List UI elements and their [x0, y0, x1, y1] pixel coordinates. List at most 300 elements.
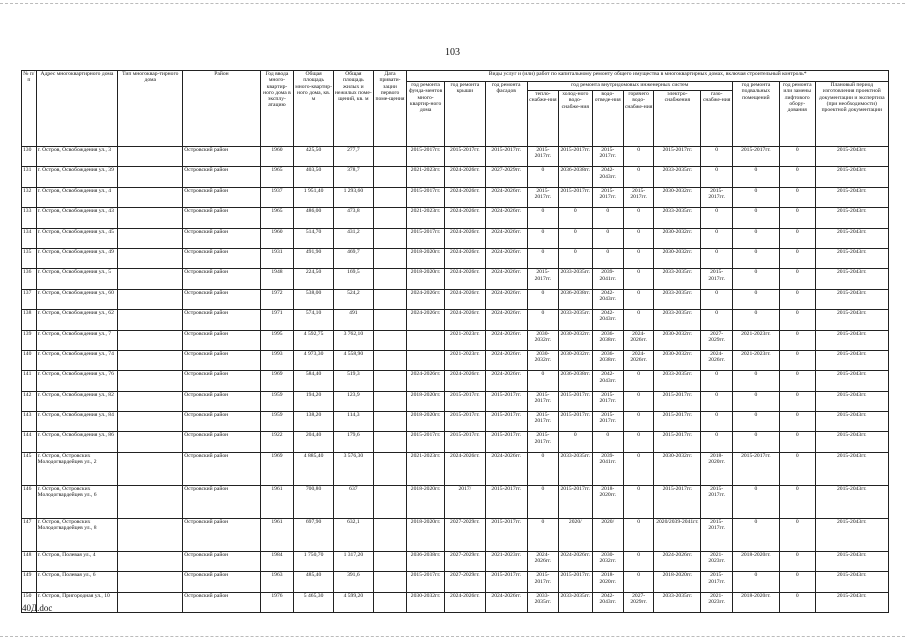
heat-cell: 2030-2032гг. [527, 330, 558, 350]
electric-cell: 2020/2039-2041гг. [654, 518, 701, 551]
basement-cell: 0 [732, 248, 779, 268]
district-cell: Островский район [183, 147, 260, 167]
total-area-cell: 1 750,70 [294, 551, 334, 571]
sewer-cell: 2036-2038гг. [592, 330, 623, 350]
row-number: 145 [22, 452, 37, 485]
facade-cell: 2015-2017гг. [485, 391, 527, 411]
row-number: 136 [22, 269, 37, 289]
row-number: 131 [22, 167, 37, 187]
facade-cell: 2024-2026гг. [485, 187, 527, 207]
basement-cell: 2015-2017гг. [732, 452, 779, 485]
foundation-cell: 2024-2026гг. [407, 289, 445, 309]
gas-cell: 0 [701, 167, 732, 187]
header-elevator: год ремонта или замены лифтового обору-дования [779, 82, 815, 147]
basement-cell: 0 [732, 310, 779, 330]
table-body [22, 147, 889, 613]
basement-cell: 0 [732, 485, 779, 518]
header-electric: электро-снабжения [654, 91, 701, 147]
row-number: 130 [22, 147, 37, 167]
roof-cell: 2024-2026гг. [444, 310, 485, 330]
hot-water-cell: 0 [623, 371, 653, 391]
basement-cell: 2021-2023гг. [732, 330, 779, 350]
header-living-area: Общая площадь жилых и нежилых поме-щений, кв. м [333, 71, 373, 147]
address-cell: г. Остров, Освобождения ул., 74 [36, 350, 118, 370]
living-area-cell: 469,7 [333, 248, 373, 268]
total-area-cell: 1 951,40 [294, 187, 334, 207]
total-area-cell: 5 465,30 [294, 592, 334, 612]
basement-cell: 0 [732, 269, 779, 289]
hot-water-cell: 0 [623, 412, 653, 432]
facade-cell: 2024-2026гг. [485, 371, 527, 391]
hot-water-cell: 2027-2029гг. [623, 592, 653, 612]
gas-cell: 2024-2026гг. [701, 350, 732, 370]
privatization-cell [373, 330, 407, 350]
planned-period-cell: 2015-2043гг. [815, 518, 888, 551]
roof-cell: 2024-2026гг. [444, 248, 485, 268]
privatization-cell [373, 228, 407, 248]
district-cell: Островский район [183, 167, 260, 187]
roof-cell: 2024-2026гг. [444, 167, 485, 187]
year-cell: 1931 [260, 248, 294, 268]
sewer-cell: 2042-2043гг. [592, 310, 623, 330]
year-cell: 1971 [260, 310, 294, 330]
district-cell: Островский район [183, 187, 260, 207]
sewer-cell: 2042-2043гг. [592, 289, 623, 309]
basement-cell: 0 [732, 518, 779, 551]
sewer-cell: 0 [592, 432, 623, 452]
address-cell: г. Остров, Освобождения ул., 86 [36, 432, 118, 452]
living-area-cell: 637 [333, 485, 373, 518]
table-row [22, 330, 889, 350]
table-row [22, 269, 889, 289]
gas-cell: 2015-2017гг. [701, 187, 732, 207]
year-cell: 1969 [260, 371, 294, 391]
table-row [22, 187, 889, 207]
foundation-cell: 2021-2023гг. [407, 452, 445, 485]
year-cell: 1965 [260, 208, 294, 228]
table-row [22, 572, 889, 592]
sewer-cell: 2018-2020гг. [592, 485, 623, 518]
scan-edge-top [0, 3, 905, 5]
roof-cell: 2024-2026гг. [444, 208, 485, 228]
elevator-cell: 0 [779, 187, 815, 207]
row-number: 147 [22, 518, 37, 551]
type-cell [118, 485, 183, 518]
heat-cell: 0 [527, 228, 558, 248]
header-year: Год ввода много-квартир-ного дома в эксплу-атацию [260, 71, 294, 147]
header-cold-water: холод-ного водо-снабже-ния [559, 91, 593, 147]
facade-cell: 2024-2026гг. [485, 310, 527, 330]
table-row [22, 248, 889, 268]
district-cell: Островский район [183, 452, 260, 485]
roof-cell: 2021-2023гг. [444, 350, 485, 370]
electric-cell: 2030-2032гг. [654, 350, 701, 370]
foundation-cell: 2015-2017гг. [407, 147, 445, 167]
hot-water-cell: 0 [623, 551, 653, 571]
living-area-cell: 114,3 [333, 412, 373, 432]
planned-period-cell: 2015-2043гг. [815, 248, 888, 268]
hot-water-cell: 0 [623, 432, 653, 452]
header-heat: тепло-снабже-ния [527, 91, 558, 147]
district-cell: Островский район [183, 371, 260, 391]
sewer-cell: 2036-2038гг. [592, 350, 623, 370]
total-area-cell: 425,50 [294, 147, 334, 167]
planned-period-cell: 2015-2043гг. [815, 187, 888, 207]
elevator-cell: 0 [779, 485, 815, 518]
cold-water-cell: 2024-2026гг. [559, 551, 593, 571]
table-row [22, 452, 889, 485]
basement-cell: 2018-2020гг. [732, 551, 779, 571]
capital-repair-table [21, 70, 889, 613]
foundation-cell: 2024-2026гг. [407, 310, 445, 330]
row-number: 140 [22, 350, 37, 370]
cold-water-cell: 2033-2035гг. [559, 310, 593, 330]
header-facade: год ремонта фасадов [485, 82, 527, 147]
basement-cell: 0 [732, 228, 779, 248]
roof-cell: 2027-2029гг. [444, 551, 485, 571]
table-row [22, 432, 889, 452]
type-cell [118, 518, 183, 551]
living-area-cell: 632,1 [333, 518, 373, 551]
privatization-cell [373, 485, 407, 518]
table-row [22, 391, 889, 411]
address-cell: г. Остров, Освобождения ул., 3 [36, 147, 118, 167]
basement-cell: 0 [732, 371, 779, 391]
elevator-cell: 0 [779, 269, 815, 289]
table-row [22, 412, 889, 432]
elevator-cell: 0 [779, 208, 815, 228]
year-cell: 1961 [260, 485, 294, 518]
planned-period-cell: 2015-2043гг. [815, 289, 888, 309]
living-area-cell: 1 293,60 [333, 187, 373, 207]
privatization-cell [373, 432, 407, 452]
foundation-cell: 2015-2017гг. [407, 432, 445, 452]
district-cell: Островский район [183, 551, 260, 571]
electric-cell: 2033-2035гг. [654, 167, 701, 187]
row-number: 137 [22, 289, 37, 309]
header-engineering-group: год ремонта внутридомовых инженерных систем [527, 82, 732, 91]
living-area-cell: 123,9 [333, 391, 373, 411]
electric-cell: 2024-2026гг. [654, 551, 701, 571]
privatization-cell [373, 167, 407, 187]
header-hot-water: горячего водо-снабже-ния [623, 91, 653, 147]
hot-water-cell: 2024-2026гг. [623, 350, 653, 370]
type-cell [118, 572, 183, 592]
table-row [22, 592, 889, 612]
row-number: 133 [22, 208, 37, 228]
sewer-cell: 2020/ [592, 518, 623, 551]
heat-cell: 0 [527, 289, 558, 309]
row-number: 134 [22, 228, 37, 248]
facade-cell: 2021-2023гг. [485, 551, 527, 571]
district-cell: Островский район [183, 269, 260, 289]
living-area-cell: 3 576,30 [333, 452, 373, 485]
hot-water-cell: 0 [623, 452, 653, 485]
hot-water-cell: 0 [623, 485, 653, 518]
address-cell: г. Остров, Полевая ул., 6 [36, 572, 118, 592]
sewer-cell: 2015-2017гг. [592, 147, 623, 167]
total-area-cell: 204,40 [294, 432, 334, 452]
privatization-cell [373, 310, 407, 330]
row-number: 132 [22, 187, 37, 207]
year-cell: 1976 [260, 592, 294, 612]
foundation-cell: 2018-2020гг. [407, 269, 445, 289]
roof-cell: 2024-2026гг. [444, 452, 485, 485]
gas-cell: 2015-2017гг. [701, 485, 732, 518]
heat-cell: 2015-2017гг. [527, 147, 558, 167]
table-row [22, 208, 889, 228]
heat-cell: 2033-2035гг. [527, 592, 558, 612]
facade-cell: 2024-2026гг. [485, 592, 527, 612]
row-number: 141 [22, 371, 37, 391]
hot-water-cell: 0 [623, 518, 653, 551]
table-row [22, 147, 889, 167]
roof-cell: 2024-2026гг. [444, 592, 485, 612]
sewer-cell: 2015-2017гг. [592, 412, 623, 432]
planned-period-cell: 2015-2043гг. [815, 412, 888, 432]
cold-water-cell: 2015-2017гг. [559, 147, 593, 167]
gas-cell: 0 [701, 248, 732, 268]
sewer-cell: 2030-2032гг. [592, 551, 623, 571]
roof-cell: 2015-2017гг. [444, 391, 485, 411]
sewer-cell: 2042-2043гг. [592, 592, 623, 612]
year-cell: 1972 [260, 289, 294, 309]
roof-cell: 2015-2017гг. [444, 147, 485, 167]
heat-cell: 2015-2017гг. [527, 572, 558, 592]
gas-cell: 2015-2017гг. [701, 518, 732, 551]
facade-cell: 2015-2017гг. [485, 412, 527, 432]
year-cell: 1963 [260, 572, 294, 592]
cold-water-cell: 2015-2017гг. [559, 485, 593, 518]
hot-water-cell: 0 [623, 572, 653, 592]
planned-period-cell: 2015-2043гг. [815, 572, 888, 592]
total-area-cell: 403,50 [294, 167, 334, 187]
basement-cell: 2018-2020гг. [732, 592, 779, 612]
year-cell: 1993 [260, 350, 294, 370]
page-number: 103 [445, 47, 460, 58]
elevator-cell: 0 [779, 551, 815, 571]
living-area-cell: 378,7 [333, 167, 373, 187]
foundation-cell [407, 330, 445, 350]
scan-edge-bottom [0, 636, 905, 638]
table-row [22, 289, 889, 309]
facade-cell: 2015-2017гг. [485, 147, 527, 167]
hot-water-cell: 0 [623, 147, 653, 167]
address-cell: г. Остров, Пригородная ул., 10 [36, 592, 118, 612]
privatization-cell [373, 289, 407, 309]
electric-cell: 2030-2032гг. [654, 248, 701, 268]
cold-water-cell: 2015-2017гг. [559, 187, 593, 207]
roof-cell: 2027-2029гг. [444, 572, 485, 592]
elevator-cell: 0 [779, 452, 815, 485]
elevator-cell: 0 [779, 391, 815, 411]
heat-cell: 2015-2017гг. [527, 187, 558, 207]
district-cell: Островский район [183, 592, 260, 612]
header-privatization-date: Дата привати-зации первого поме-щения [373, 71, 407, 147]
roof-cell: 2027-2029гг. [444, 518, 485, 551]
hot-water-cell: 0 [623, 269, 653, 289]
table-row [22, 371, 889, 391]
facade-cell: 2027-2029гг. [485, 167, 527, 187]
gas-cell: 2021-2023гг. [701, 592, 732, 612]
gas-cell: 0 [701, 310, 732, 330]
cold-water-cell: 2033-2035гг. [559, 269, 593, 289]
address-cell: г. Остров, Освобождения ул., 4 [36, 187, 118, 207]
planned-period-cell: 2015-2043гг. [815, 432, 888, 452]
address-cell: г. Остров, Освобождения ул., 62 [36, 310, 118, 330]
facade-cell: 2024-2026гг. [485, 269, 527, 289]
heat-cell: 2030-2032гг. [527, 350, 558, 370]
address-cell: г. Остров, Освобождения ул., 76 [36, 371, 118, 391]
total-area-cell: 485,40 [294, 572, 334, 592]
roof-cell: 2024-2026гг. [444, 269, 485, 289]
type-cell [118, 167, 183, 187]
year-cell: 1948 [260, 269, 294, 289]
address-cell: г. Остров, Освобождения ул., 39 [36, 167, 118, 187]
hot-water-cell: 0 [623, 248, 653, 268]
type-cell [118, 592, 183, 612]
year-cell: 1922 [260, 432, 294, 452]
heat-cell: 0 [527, 518, 558, 551]
facade-cell: 2024-2026гг. [485, 330, 527, 350]
type-cell [118, 187, 183, 207]
basement-cell: 0 [732, 187, 779, 207]
district-cell: Островский район [183, 350, 260, 370]
total-area-cell: 574,10 [294, 310, 334, 330]
foundation-cell: 2018-2020гг. [407, 248, 445, 268]
district-cell: Островский район [183, 310, 260, 330]
facade-cell: 2024-2026гг. [485, 208, 527, 228]
address-cell: г. Остров, Освобождения ул., 84 [36, 412, 118, 432]
gas-cell: 0 [701, 147, 732, 167]
privatization-cell [373, 371, 407, 391]
heat-cell: 0 [527, 208, 558, 228]
type-cell [118, 432, 183, 452]
facade-cell: 2024-2026гг. [485, 248, 527, 268]
living-area-cell: 3 762,10 [333, 330, 373, 350]
total-area-cell: 697,90 [294, 518, 334, 551]
planned-period-cell: 2015-2043гг. [815, 452, 888, 485]
header-foundation: год ремонта фунда-ментов много-квартир-ного дома [407, 82, 445, 147]
planned-period-cell: 2015-2043гг. [815, 371, 888, 391]
hot-water-cell: 0 [623, 208, 653, 228]
facade-cell: 2015-2017гг. [485, 572, 527, 592]
elevator-cell: 0 [779, 147, 815, 167]
privatization-cell [373, 412, 407, 432]
cold-water-cell: 2030-2032гг. [559, 330, 593, 350]
electric-cell: 2030-2032гг. [654, 452, 701, 485]
heat-cell: 0 [527, 167, 558, 187]
heat-cell: 0 [527, 371, 558, 391]
year-cell: 1965 [260, 167, 294, 187]
living-area-cell: 431,2 [333, 228, 373, 248]
planned-period-cell: 2015-2043гг. [815, 551, 888, 571]
type-cell [118, 330, 183, 350]
sewer-cell: 0 [592, 208, 623, 228]
electric-cell: 2015-2017гг. [654, 147, 701, 167]
elevator-cell: 0 [779, 228, 815, 248]
type-cell [118, 289, 183, 309]
hot-water-cell: 0 [623, 310, 653, 330]
total-area-cell: 224,50 [294, 269, 334, 289]
district-cell: Островский район [183, 391, 260, 411]
living-area-cell: 169,5 [333, 269, 373, 289]
total-area-cell: 138,20 [294, 412, 334, 432]
total-area-cell: 486,00 [294, 208, 334, 228]
roof-cell: 2021-2023гг. [444, 330, 485, 350]
type-cell [118, 248, 183, 268]
planned-period-cell: 2015-2043гг. [815, 330, 888, 350]
cold-water-cell: 2033-2035гг. [559, 592, 593, 612]
foundation-cell: 2021-2023гг. [407, 167, 445, 187]
facade-cell: 2024-2026гг. [485, 350, 527, 370]
electric-cell: 2033-2035гг. [654, 208, 701, 228]
table-row [22, 350, 889, 370]
hot-water-cell: 2024-2026гг. [623, 330, 653, 350]
type-cell [118, 228, 183, 248]
district-cell: Островский район [183, 228, 260, 248]
district-cell: Островский район [183, 248, 260, 268]
table-row [22, 228, 889, 248]
address-cell: г. Остров, Освобождения ул., 43 [36, 208, 118, 228]
type-cell [118, 350, 183, 370]
table-row [22, 485, 889, 518]
electric-cell: 2033-2035гг. [654, 592, 701, 612]
district-cell: Островский район [183, 485, 260, 518]
gas-cell: 0 [701, 208, 732, 228]
gas-cell: 2027-2029гг. [701, 330, 732, 350]
cold-water-cell: 0 [559, 432, 593, 452]
cold-water-cell: 2020/ [559, 518, 593, 551]
gas-cell: 0 [701, 228, 732, 248]
row-number: 143 [22, 412, 37, 432]
living-area-cell: 4 558,90 [333, 350, 373, 370]
sewer-cell: 2042-2043гг. [592, 371, 623, 391]
living-area-cell: 473,8 [333, 208, 373, 228]
gas-cell: 0 [701, 371, 732, 391]
facade-cell: 2024-2026гг. [485, 289, 527, 309]
living-area-cell: 519,3 [333, 371, 373, 391]
header-sewer: водо-отведе-ния [592, 91, 623, 147]
roof-cell: 2017/ [444, 485, 485, 518]
roof-cell: 2015-2017гг. [444, 432, 485, 452]
header-roof: год ремонта крыши [444, 82, 485, 147]
cold-water-cell: 2015-2017гг. [559, 572, 593, 592]
district-cell: Островский район [183, 208, 260, 228]
row-number: 146 [22, 485, 37, 518]
district-cell: Островский район [183, 432, 260, 452]
header-district: Район [183, 71, 260, 147]
electric-cell: 2033-2035гг. [654, 310, 701, 330]
roof-cell: 2024-2026гг. [444, 228, 485, 248]
privatization-cell [373, 518, 407, 551]
total-area-cell: 4 973,30 [294, 350, 334, 370]
total-area-cell: 194,20 [294, 391, 334, 411]
privatization-cell [373, 572, 407, 592]
foundation-cell [407, 350, 445, 370]
electric-cell: 2015-2017гг. [654, 391, 701, 411]
header-planned-period: Плановый период изготовления проектной документации и экспертиза (при необходимости) проектной документации [815, 82, 888, 147]
hot-water-cell: 0 [623, 167, 653, 187]
planned-period-cell: 2015-2043гг. [815, 167, 888, 187]
electric-cell: 2033-2035гг. [654, 289, 701, 309]
row-number: 149 [22, 572, 37, 592]
address-cell: г. Остров, Островских Молодогвардейцев ул., 8 [36, 518, 118, 551]
privatization-cell [373, 551, 407, 571]
address-cell: г. Остров, Освобождения ул., 49 [36, 248, 118, 268]
sewer-cell: 2039-2041гг. [592, 452, 623, 485]
facade-cell: 2024-2026гг. [485, 452, 527, 485]
